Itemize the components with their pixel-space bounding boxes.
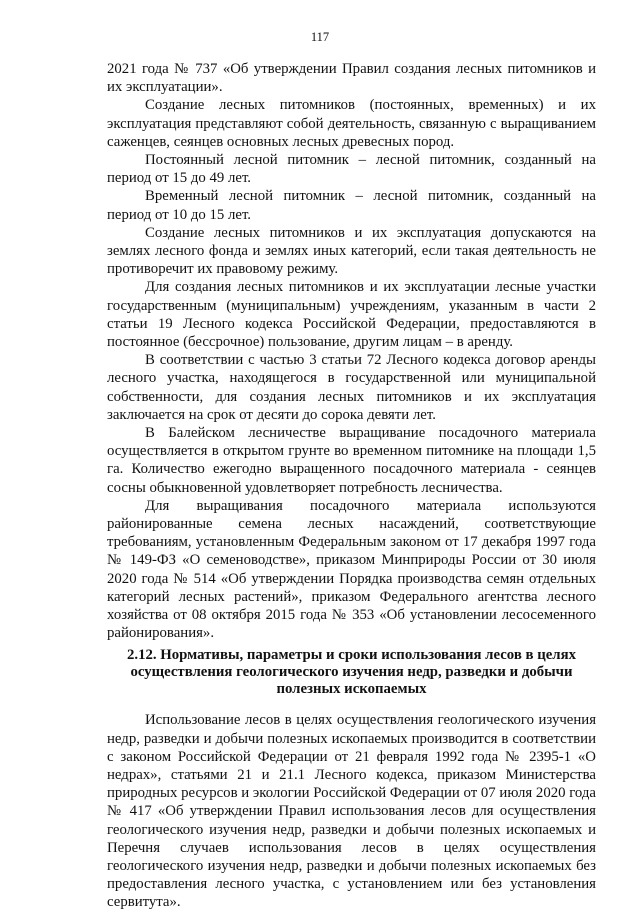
paragraph: Постоянный лесной питомник – лесной питомник, созданный на период от 15 до 49 лет. xyxy=(107,152,596,187)
paragraph: Временный лесной питомник – лесной питомник, созданный на период от 10 до 15 лет. xyxy=(107,188,596,223)
paragraph: Создание лесных питомников и их эксплуатация допускаются на землях лесного фонда и землях иных категорий, если такая деятельность не противоречит их правовому режиму. xyxy=(107,224,596,278)
paragraph: В Балейском лесничестве выращивание посадочного материала осуществляется в открытом грунте во временном питомнике на площади 1,5 га. Количество ежегодно выращенного посадочного материала - сеянцев сосны обыкновенной удовлетворяет потребность лесничества. xyxy=(107,425,596,496)
paragraph: Для выращивания посадочного материала используются районированные семена лесных насаждений, соответствующие требованиям, установленным Федеральным законом от 17 декабря 1997 года № 149-ФЗ «О семеноводстве», приказом Минприроды России от 30 июля 2020 года № 514 «Об утверждении Порядка производства семян отдельных категорий лесных растений», приказом Федерального агентства лесного хозяйства от 08 октября 2015 года № 353 «Об установлении лесосеменного районирования». xyxy=(107,497,596,642)
section-heading: 2.12. Нормативы, параметры и сроки использования лесов в целях осуществления геологического изучения недр, разведки и добычи полезных ископаемых xyxy=(126,646,577,698)
document-body xyxy=(107,60,596,912)
paragraph: Для создания лесных питомников и их эксплуатации лесные участки государственным (муниципальным) учреждениям, указанным в части 2 статьи 19 Лесного кодекса Российской Федерации, предоставляются в постоянное (бессрочное) пользование, другим лицам – в аренду. xyxy=(107,279,596,351)
paragraph: Использование лесов в целях осуществления геологического изучения недр, разведки и добычи полезных ископаемых производится в соответствии с законом Российской Федерации от 21 февраля 1992 года № 2395-1 «О недрах», статьями 21 и 21.1 Лесного кодекса, приказом Министерства природных ресурсов и экологии Российской Федерации от 07 июля 2020 года № 417 «Об утверждении Правил использования лесов для осуществления геологического изучения недр, разведки и добычи полезных ископаемых и Перечня случаев использования лесов в целях осуществления геологического изучения недр, разведки и добычи полезных ископаемых без предоставления лесного участка, с установлением или без установления сервитута». xyxy=(107,712,596,911)
paragraph: В соответствии с частью 3 статьи 72 Лесного кодекса договор аренды лесного участка, находящегося в государственной или муниципальной собственности, для создания лесных питомников и их эксплуатация заключается на срок от десяти до сорока девяти лет. xyxy=(107,352,596,423)
paragraph: Создание лесных питомников (постоянных, временных) и их эксплуатация представляют собой деятельность, связанную с выращиванием саженцев, сеянцев основных лесных древесных пород. xyxy=(107,97,596,150)
page-number: 117 xyxy=(310,30,330,44)
paragraph: 2021 года № 737 «Об утверждении Правил создания лесных питомников и их эксплуатации». xyxy=(107,61,596,96)
